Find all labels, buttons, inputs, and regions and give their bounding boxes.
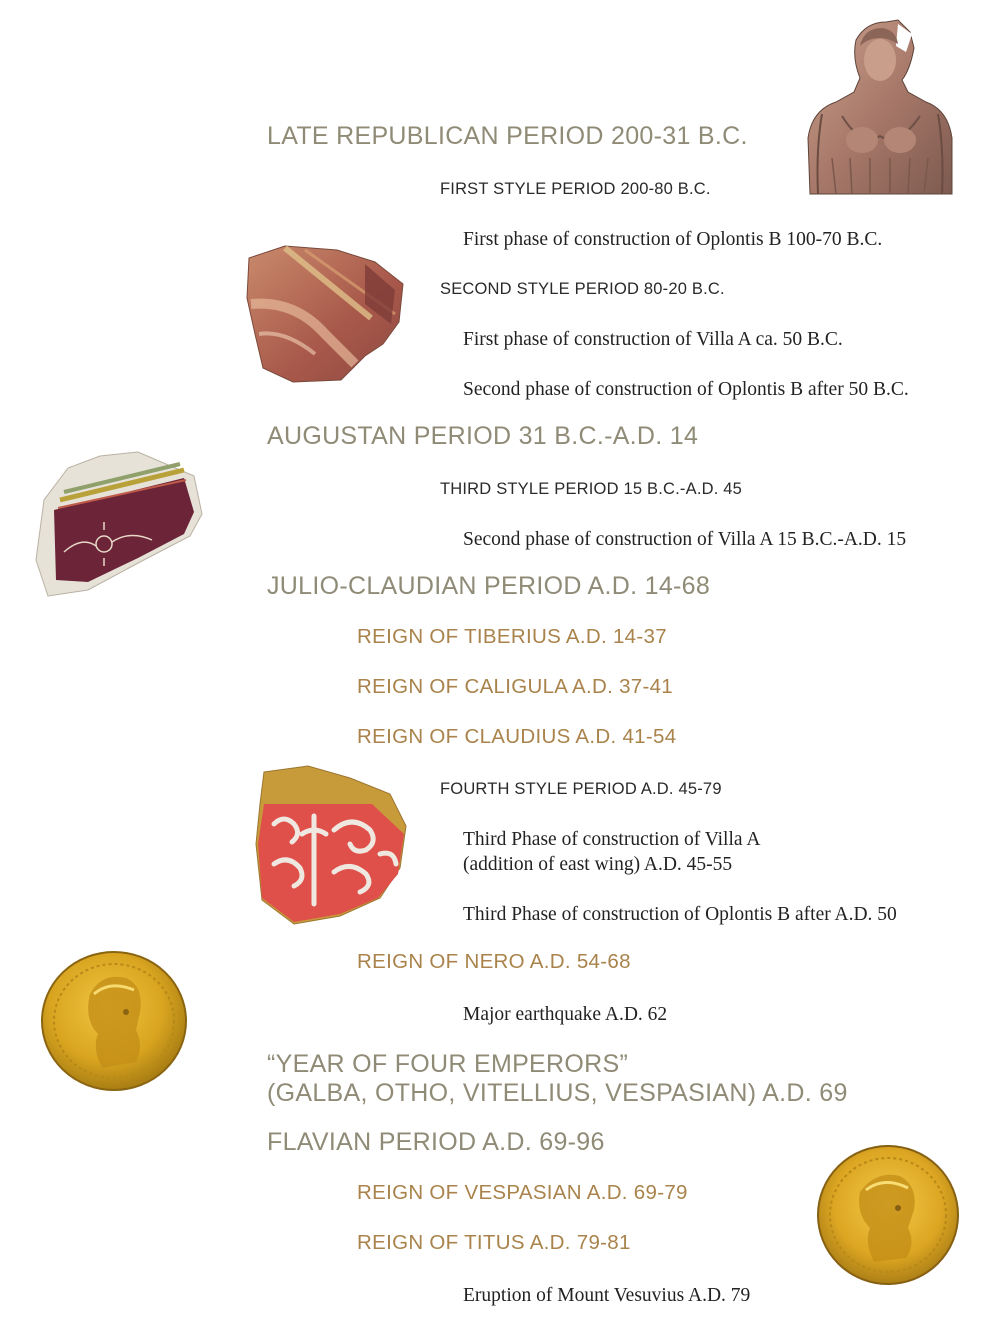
event-earthquake: Major earthquake A.D. 62	[463, 1004, 668, 1025]
event-villa-a-phase-3-line-2: (addition of east wing) A.D. 45-55	[463, 854, 733, 875]
event-eruption-vesuvius: Eruption of Mount Vesuvius A.D. 79	[463, 1285, 751, 1306]
reign-tiberius: REIGN OF TIBERIUS A.D. 14-37	[357, 625, 667, 648]
event-villa-a-phase-3-line-1: Third Phase of construction of Villa A	[463, 829, 761, 850]
period-julio-claudian: JULIO-CLAUDIAN PERIOD A.D. 14-68	[267, 572, 711, 600]
style-period-third: THIRD STYLE PERIOD 15 B.C.-A.D. 45	[440, 480, 743, 498]
event-villa-a-phase-1: First phase of construction of Villa A ca. 50 B.C.	[463, 329, 843, 350]
period-year-of-four-emperors	[267, 1050, 907, 1108]
second-style-fresco-fragment	[245, 244, 407, 384]
style-period-first: FIRST STYLE PERIOD 200-80 B.C.	[440, 180, 711, 198]
gold-coin-vespasian	[816, 1144, 960, 1286]
reign-titus: REIGN OF TITUS A.D. 79-81	[357, 1231, 631, 1254]
style-period-fourth: FOURTH STYLE PERIOD A.D. 45-79	[440, 780, 722, 798]
third-style-fresco-fragment	[34, 450, 204, 598]
reign-nero: REIGN OF NERO A.D. 54-68	[357, 950, 631, 973]
style-period-second: SECOND STYLE PERIOD 80-20 B.C.	[440, 280, 725, 298]
gold-coin-nero	[40, 950, 188, 1092]
event-oplontis-b-phase-1: First phase of construction of Oplontis B 100-70 B.C.	[463, 229, 883, 250]
period-augustan: AUGUSTAN PERIOD 31 B.C.-A.D. 14	[267, 422, 699, 450]
reign-claudius: REIGN OF CLAUDIUS A.D. 41-54	[357, 725, 677, 748]
reign-vespasian: REIGN OF VESPASIAN A.D. 69-79	[357, 1181, 688, 1204]
period-late-republican: LATE REPUBLICAN PERIOD 200-31 B.C.	[267, 122, 748, 150]
period-flavian: FLAVIAN PERIOD A.D. 69-96	[267, 1128, 605, 1156]
fourth-style-fresco-fragment	[254, 764, 410, 926]
four-emperors-line-1: “YEAR OF FOUR EMPERORS”	[267, 1050, 629, 1078]
event-oplontis-b-phase-3: Third Phase of construction of Oplontis B after A.D. 50	[463, 904, 897, 925]
event-oplontis-b-phase-2: Second phase of construction of Oplontis B after 50 B.C.	[463, 379, 909, 400]
event-villa-a-phase-2: Second phase of construction of Villa A 15 B.C.-A.D. 15	[463, 529, 907, 550]
four-emperors-line-2: (GALBA, OTHO, VITELLIUS, VESPASIAN) A.D. 69	[267, 1079, 848, 1107]
reign-caligula: REIGN OF CALIGULA A.D. 37-41	[357, 675, 674, 698]
terracotta-bust-figure	[802, 18, 958, 198]
event-villa-a-phase-3	[463, 827, 983, 877]
